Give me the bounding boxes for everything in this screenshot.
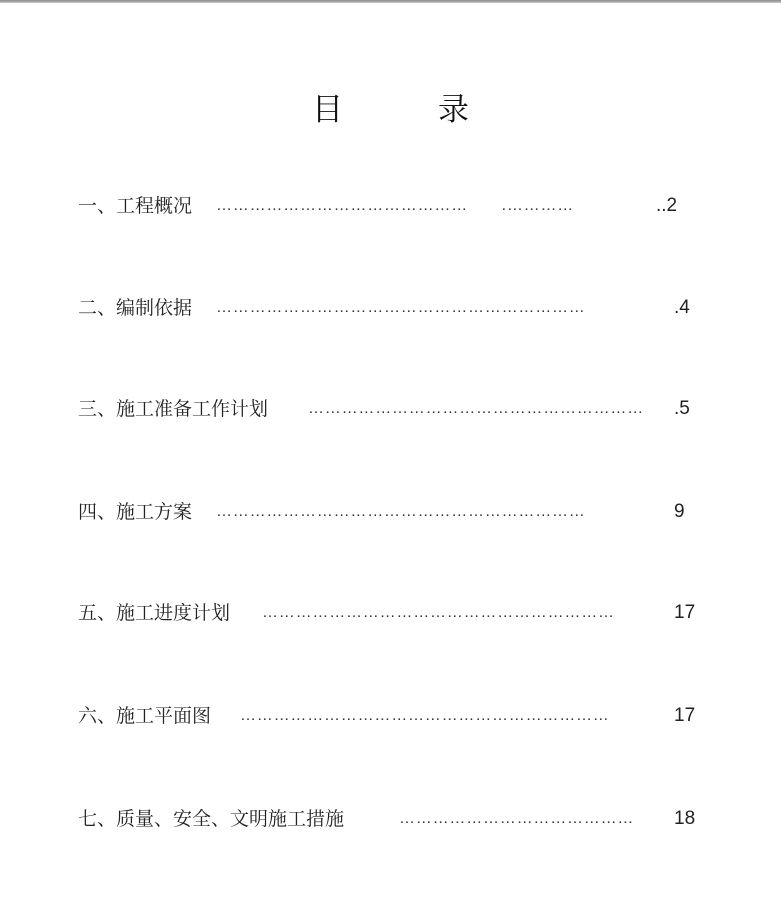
toc-entry-3[interactable] xyxy=(78,394,698,424)
toc-entry-leader-dots: ……………………………………… .………… xyxy=(216,197,575,214)
toc-entry-1[interactable] xyxy=(78,191,688,221)
page-top-border xyxy=(0,0,781,3)
toc-entry-label: 六、施工平面图 xyxy=(78,705,212,727)
toc-entry-leader-dots: ………………………………………………………… xyxy=(240,707,610,724)
toc-entry-leader-dots: …………………………………………………… xyxy=(308,400,644,417)
toc-entry-page-number: 9 xyxy=(674,501,685,522)
toc-entry-label: 四、施工方案 xyxy=(78,501,193,523)
toc-entry-page-number: 18 xyxy=(674,808,696,829)
toc-entry-page-number: 17 xyxy=(674,602,696,623)
toc-entry-7[interactable] xyxy=(78,804,708,834)
toc-entry-page-number: ..2 xyxy=(656,195,678,216)
toc-entry-label: 三、施工准备工作计划 xyxy=(78,398,269,420)
toc-entry-leader-dots: ……………………………………………………… xyxy=(262,604,615,621)
toc-entry-page-number: 17 xyxy=(674,705,696,726)
toc-entry-label: 七、质量、安全、文明施工措施 xyxy=(78,808,345,830)
toc-entry-leader-dots: ………………………………………………………… xyxy=(216,299,586,316)
toc-entry-5[interactable] xyxy=(78,598,708,628)
toc-entry-leader-dots: …………………………………… xyxy=(399,810,635,827)
page-title: 目 录 xyxy=(312,92,501,128)
toc-entry-label: 二、编制依据 xyxy=(78,297,193,319)
toc-entry-page-number: .4 xyxy=(674,297,690,318)
toc-entry-page-number: .5 xyxy=(674,398,690,419)
toc-entry-label: 五、施工进度计划 xyxy=(78,602,231,624)
toc-entry-label: 一、工程概况 xyxy=(78,195,193,217)
toc-entry-4[interactable] xyxy=(78,497,698,527)
toc-entry-6[interactable] xyxy=(78,701,708,731)
toc-entry-leader-dots: ………………………………………………………… xyxy=(216,503,586,520)
toc-entry-2[interactable] xyxy=(78,293,698,323)
